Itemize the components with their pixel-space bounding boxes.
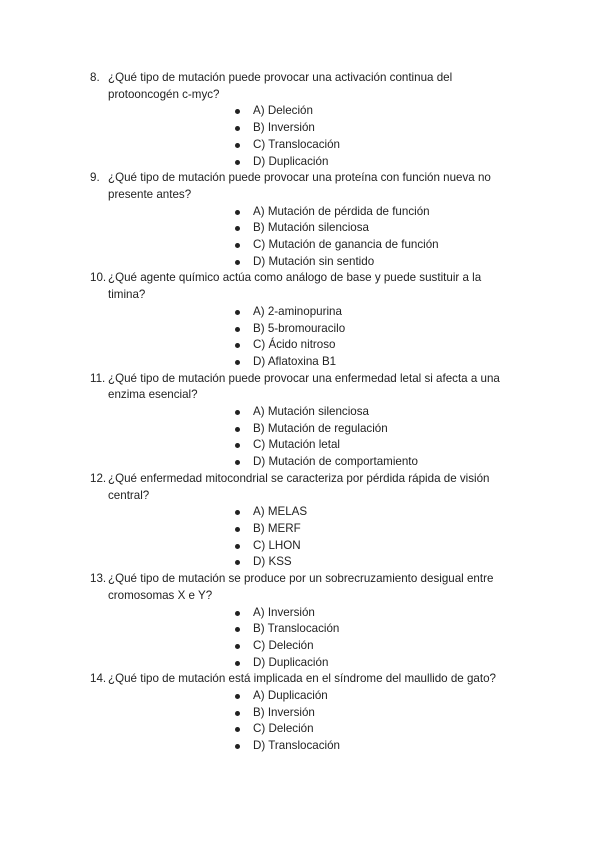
option-item	[108, 504, 520, 521]
option-item	[108, 655, 520, 672]
option-label: C) Deleción	[253, 722, 314, 736]
bullet-icon	[235, 327, 240, 332]
question-text: ¿Qué tipo de mutación está implicada en el síndrome del maullido de gato?	[108, 672, 496, 686]
option-item	[108, 605, 520, 622]
bullet-icon	[235, 560, 240, 565]
option-item	[108, 621, 520, 638]
option-label: D) Mutación de comportamiento	[253, 455, 418, 469]
option-label: B) Mutación silenciosa	[253, 221, 369, 235]
option-label: C) Mutación de ganancia de función	[253, 238, 439, 252]
question-number: 8.	[90, 71, 100, 84]
question-number: 12.	[90, 471, 107, 485]
bullet-icon	[235, 310, 240, 315]
option-list	[108, 204, 520, 271]
option-label: B) Inversión	[253, 121, 315, 135]
question-10	[0, 270, 600, 370]
bullet-icon	[235, 343, 240, 348]
option-list	[108, 404, 520, 471]
option-label: C) Ácido nitroso	[253, 338, 336, 352]
bullet-icon	[235, 243, 240, 248]
option-label: A) Deleción	[253, 104, 313, 118]
option-label: B) Translocación	[253, 622, 340, 636]
option-item	[108, 521, 520, 538]
option-item	[108, 120, 520, 137]
option-item	[108, 705, 520, 722]
option-item	[108, 304, 520, 321]
option-label: C) LHON	[253, 538, 301, 552]
bullet-icon	[235, 226, 240, 231]
option-item	[108, 354, 520, 371]
option-item	[108, 220, 520, 237]
bullet-icon	[235, 443, 240, 448]
option-label: C) Deleción	[253, 638, 314, 652]
option-label: A) Mutación de pérdida de función	[253, 204, 430, 218]
option-item	[108, 554, 520, 571]
option-item	[108, 204, 520, 221]
question-9	[0, 170, 600, 270]
bullet-icon	[235, 360, 240, 365]
option-label: B) Mutación de regulación	[253, 421, 388, 435]
bullet-icon	[235, 711, 240, 716]
option-item	[108, 638, 520, 655]
option-label: D) Duplicación	[253, 154, 329, 168]
question-number: 11.	[90, 371, 106, 385]
option-label: A) 2-aminopurina	[253, 304, 342, 318]
bullet-icon	[235, 410, 240, 415]
question-text: ¿Qué tipo de mutación puede provocar una enfermedad letal si afecta a una enzima esencial?	[108, 371, 500, 402]
option-item	[108, 721, 520, 738]
bullet-icon	[235, 427, 240, 432]
question-text: ¿Qué tipo de mutación puede provocar una activación continua del protooncogén c-myc?	[108, 71, 453, 101]
option-list	[108, 605, 520, 672]
question-text: ¿Qué agente químico actúa como análogo de base y puede sustituir a la timina?	[108, 271, 482, 302]
bullet-icon	[235, 611, 240, 616]
question-text: ¿Qué tipo de mutación puede provocar una proteína con función nueva no presente antes?	[108, 171, 491, 201]
option-item	[108, 688, 520, 705]
question-number: 13.	[90, 572, 107, 586]
bullet-icon	[235, 544, 240, 549]
option-label: A) Duplicación	[253, 689, 328, 703]
option-label: D) Duplicación	[253, 655, 329, 669]
option-list	[108, 504, 520, 571]
question-14	[0, 671, 600, 755]
option-item	[108, 237, 520, 254]
question-number: 9.	[90, 171, 100, 185]
option-label: A) MELAS	[253, 505, 308, 519]
bullet-icon	[235, 661, 240, 666]
bullet-icon	[235, 694, 240, 699]
bullet-icon	[235, 260, 240, 265]
bullet-icon	[235, 143, 240, 148]
bullet-icon	[235, 460, 240, 465]
option-item	[108, 103, 520, 120]
question-list	[0, 70, 600, 755]
question-text: ¿Qué enfermedad mitocondrial se caracteriza por pérdida rápida de visión central?	[108, 471, 490, 502]
option-label: D) KSS	[253, 555, 292, 569]
option-label: A) Inversión	[253, 605, 315, 619]
option-label: D) Translocación	[253, 739, 340, 753]
bullet-icon	[235, 109, 240, 114]
option-list	[108, 103, 520, 170]
question-number: 14.	[90, 672, 107, 686]
bullet-icon	[235, 160, 240, 165]
option-item	[108, 154, 520, 171]
bullet-icon	[235, 210, 240, 215]
question-number: 10.	[90, 271, 107, 285]
bullet-icon	[235, 644, 240, 649]
question-text: ¿Qué tipo de mutación se produce por un sobrecruzamiento desigual entre cromosomas X e Y?	[108, 572, 494, 602]
bullet-icon	[235, 126, 240, 131]
option-label: C) Translocación	[253, 137, 340, 151]
option-item	[108, 137, 520, 154]
question-8	[0, 70, 600, 170]
option-item	[108, 321, 520, 338]
bullet-icon	[235, 627, 240, 632]
option-list	[108, 304, 520, 371]
option-item	[108, 437, 520, 454]
question-11	[0, 371, 600, 471]
bullet-icon	[235, 744, 240, 749]
bullet-icon	[235, 727, 240, 732]
option-label: A) Mutación silenciosa	[253, 405, 369, 419]
option-item	[108, 404, 520, 421]
question-13	[0, 571, 600, 671]
option-label: B) MERF	[253, 521, 301, 535]
option-item	[108, 738, 520, 755]
option-item	[108, 421, 520, 438]
option-item	[108, 454, 520, 471]
option-label: B) 5-bromouracilo	[253, 321, 346, 335]
question-12	[0, 471, 600, 571]
option-label: D) Aflatoxina B1	[253, 354, 337, 368]
option-item	[108, 337, 520, 354]
bullet-icon	[235, 510, 240, 515]
option-label: B) Inversión	[253, 705, 315, 719]
option-item	[108, 254, 520, 271]
option-list	[108, 688, 520, 755]
option-item	[108, 538, 520, 555]
bullet-icon	[235, 527, 240, 532]
option-label: D) Mutación sin sentido	[253, 254, 375, 268]
option-label: C) Mutación letal	[253, 438, 340, 452]
